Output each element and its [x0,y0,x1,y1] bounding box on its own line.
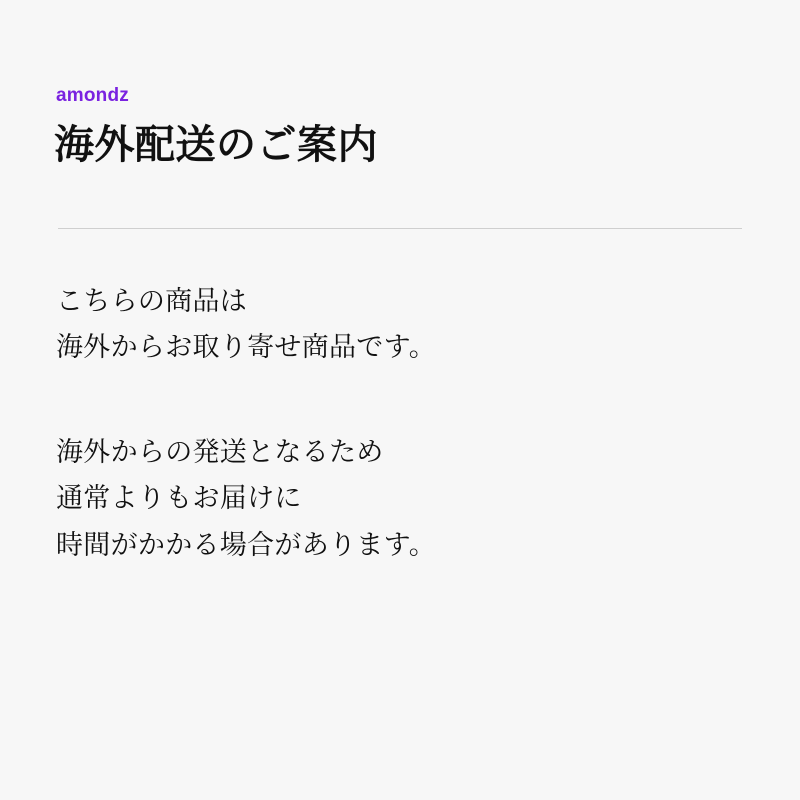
notice-body [56,278,746,568]
notice-line: 海外からの発送となるため [56,436,384,467]
notice-line: こちらの商品は [56,286,248,316]
notice-line: 通常よりもお届けに [56,483,302,514]
notice-paragraph-1 [56,278,746,371]
horizontal-divider [58,228,742,229]
brand-logo-amondz: amondz [56,85,129,106]
notice-paragraph-2 [56,429,746,568]
notice-line: 海外からお取り寄せ商品です。 [56,332,437,363]
page-title: 海外配送のご案内 [54,123,378,167]
notice-line: 時間がかかる場合があります。 [56,529,437,560]
